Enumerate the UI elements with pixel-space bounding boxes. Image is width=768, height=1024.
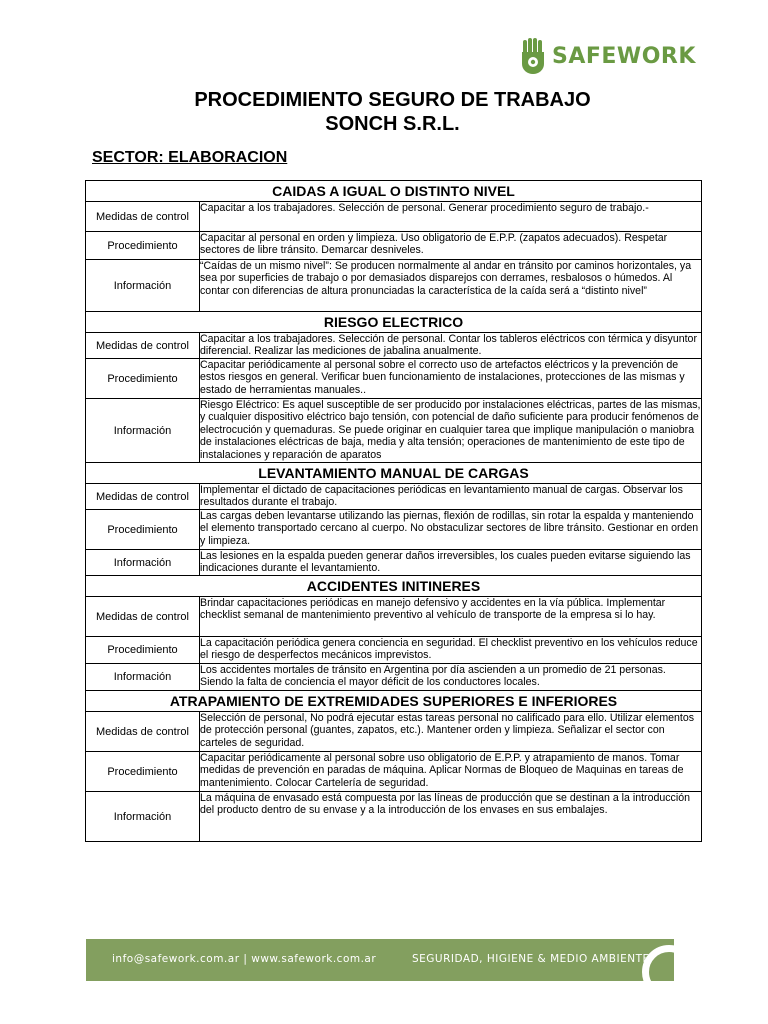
table-row bbox=[86, 550, 702, 576]
sector-heading: SECTOR: ELABORACION bbox=[92, 149, 288, 166]
row-text: Capacitar al personal en orden y limpieza. Uso obligatorio de E.P.P. (zapatos adecuados). Respetar sectores de libre tránsito. Demarcar desniveles. bbox=[200, 232, 702, 260]
row-label: Información bbox=[86, 550, 200, 576]
table-row bbox=[86, 792, 702, 842]
row-label: Información bbox=[86, 664, 200, 691]
footer-contact[interactable]: info@safework.com.ar | www.safework.com.ar bbox=[112, 953, 377, 965]
row-text: Riesgo Eléctrico: Es aquel susceptible de ser producido por instalaciones eléctricas, partes de las mismas, y cualquier dispositivo eléctrico bajo tensión, con potencial de daño suficiente para producir fenómenos de electrocución y quemaduras. Se puede originar en cualquier tarea que implique manipulación o maniobra de instalaciones eléctricas de baja, media y alta tensión; operaciones de mantenimiento de este tipo de instalaciones y reparación de aparatos bbox=[200, 399, 701, 461]
arc-logo-icon bbox=[642, 945, 674, 981]
footer-bar bbox=[86, 939, 674, 981]
row-label: Información bbox=[86, 260, 200, 312]
section-title: RIESGO ELECTRICO bbox=[86, 312, 702, 333]
section-header-row bbox=[86, 691, 702, 712]
row-text: Capacitar a los trabajadores. Selección de personal. Contar los tableros eléctricos con térmica y disyuntor diferencial. Realizar las mediciones de jabalina anualmente. bbox=[200, 333, 702, 359]
section-title: LEVANTAMIENTO MANUAL DE CARGAS bbox=[86, 463, 702, 484]
hand-logo-icon bbox=[520, 38, 546, 74]
section-header-row bbox=[86, 463, 702, 484]
logo-text: SAFEWORK bbox=[552, 43, 696, 69]
table-row bbox=[86, 510, 702, 550]
title-line-2: SONCH S.R.L. bbox=[325, 113, 460, 135]
section-header-row bbox=[86, 181, 702, 202]
row-label: Medidas de control bbox=[86, 597, 200, 637]
row-label: Procedimiento bbox=[86, 510, 200, 550]
table-row bbox=[86, 232, 702, 260]
row-text: Capacitar a los trabajadores. Selección de personal. Generar procedimiento seguro de trabajo.- bbox=[200, 202, 702, 232]
table-row bbox=[86, 752, 702, 792]
row-label: Procedimiento bbox=[86, 359, 200, 399]
title-line-1: PROCEDIMIENTO SEGURO DE TRABAJO bbox=[194, 89, 591, 111]
section-title: ACCIDENTES INITINERES bbox=[86, 576, 702, 597]
row-text: La máquina de envasado está compuesta por las líneas de producción que se destinan a la introducción del producto dentro de su envase y a la introducción de los envases en sus embalajes. bbox=[200, 792, 702, 842]
table-row bbox=[86, 260, 702, 312]
row-label: Medidas de control bbox=[86, 202, 200, 232]
row-label: Información bbox=[86, 792, 200, 842]
row-label: Procedimiento bbox=[86, 752, 200, 792]
row-text: Capacitar periódicamente al personal sobre el correcto uso de artefactos eléctricos y la prevención de estos riesgos en general. Verificar buen funcionamiento de instalaciones, protecciones de las mismas y estado de herramientas manuales.. bbox=[200, 359, 702, 399]
table-row bbox=[86, 484, 702, 510]
row-text: “Caídas de un mismo nivel”: Se producen normalmente al andar en tránsito por caminos horizontales, ya sea por superficies de trabajo o por demasiados disparejos con derrames, resbalosos o húmedos. Al contar con diferencias de altura pronunciadas la característica de la caída será a “distinto nivel” bbox=[200, 260, 702, 312]
section-header-row bbox=[86, 576, 702, 597]
row-text: La capacitación periódica genera conciencia en seguridad. El checklist preventivo en los vehículos reduce el riesgo de desperfectos mecánicos imprevistos. bbox=[200, 637, 702, 664]
row-text: Los accidentes mortales de tránsito en Argentina por día ascienden a un promedio de 21 personas. Siendo la falta de conciencia el mayor déficit de los conductores locales. bbox=[200, 664, 702, 691]
section-title: ATRAPAMIENTO DE EXTREMIDADES SUPERIORES E INFERIORES bbox=[86, 691, 702, 712]
table-row bbox=[86, 333, 702, 359]
row-label: Información bbox=[86, 399, 200, 463]
table-row bbox=[86, 359, 702, 399]
row-label: Medidas de control bbox=[86, 712, 200, 752]
row-text: Las cargas deben levantarse utilizando las piernas, flexión de rodillas, sin rotar la espalda y manteniendo el elemento transportado cercano al cuerpo. No obstaculizar sectores de libre tránsito. Gestionar en orden y limpieza. bbox=[200, 510, 702, 550]
row-label: Procedimiento bbox=[86, 232, 200, 260]
section-title: CAIDAS A IGUAL O DISTINTO NIVEL bbox=[86, 181, 702, 202]
table-row bbox=[86, 597, 702, 637]
row-text: Selección de personal, No podrá ejecutar estas tareas personal no calificado para ello. Utilizar elementos de protección personal (guantes, zapatos, etc.). Mantener orden y limpieza. Señalizar el sector con carteles de seguridad. bbox=[200, 712, 702, 752]
row-text: Brindar capacitaciones periódicas en manejo defensivo y accidentes en la vía pública. Implementar checklist semanal de mantenimiento preventivo al vehículo de transporte de la empresa si lo hay. bbox=[200, 597, 702, 637]
row-label: Procedimiento bbox=[86, 637, 200, 664]
table-row bbox=[86, 637, 702, 664]
table-row bbox=[86, 664, 702, 691]
table-row bbox=[86, 712, 702, 752]
row-text: Las lesiones en la espalda pueden generar daños irreversibles, los cuales pueden evitarse siguiendo las indicaciones durante el levantamiento. bbox=[200, 550, 702, 576]
footer-tagline: SEGURIDAD, HIGIENE & MEDIO AMBIENTE bbox=[412, 953, 650, 965]
table-row bbox=[86, 202, 702, 232]
safework-logo bbox=[520, 38, 696, 74]
table-row bbox=[86, 399, 702, 463]
page-title bbox=[0, 88, 768, 136]
row-text: Implementar el dictado de capacitaciones periódicas en levantamiento manual de cargas. Observar los resultados durante el trabajo. bbox=[200, 484, 702, 510]
row-label: Medidas de control bbox=[86, 333, 200, 359]
procedure-table bbox=[85, 180, 702, 842]
row-label: Medidas de control bbox=[86, 484, 200, 510]
section-header-row bbox=[86, 312, 702, 333]
row-text: Capacitar periódicamente al personal sobre uso obligatorio de E.P.P. y atrapamiento de manos. Tomar medidas de prevención en paradas de máquina. Aplicar Normas de Bloqueo de Maquinas en tareas de mantenimiento. Colocar Cartelería de seguridad. bbox=[200, 752, 702, 792]
